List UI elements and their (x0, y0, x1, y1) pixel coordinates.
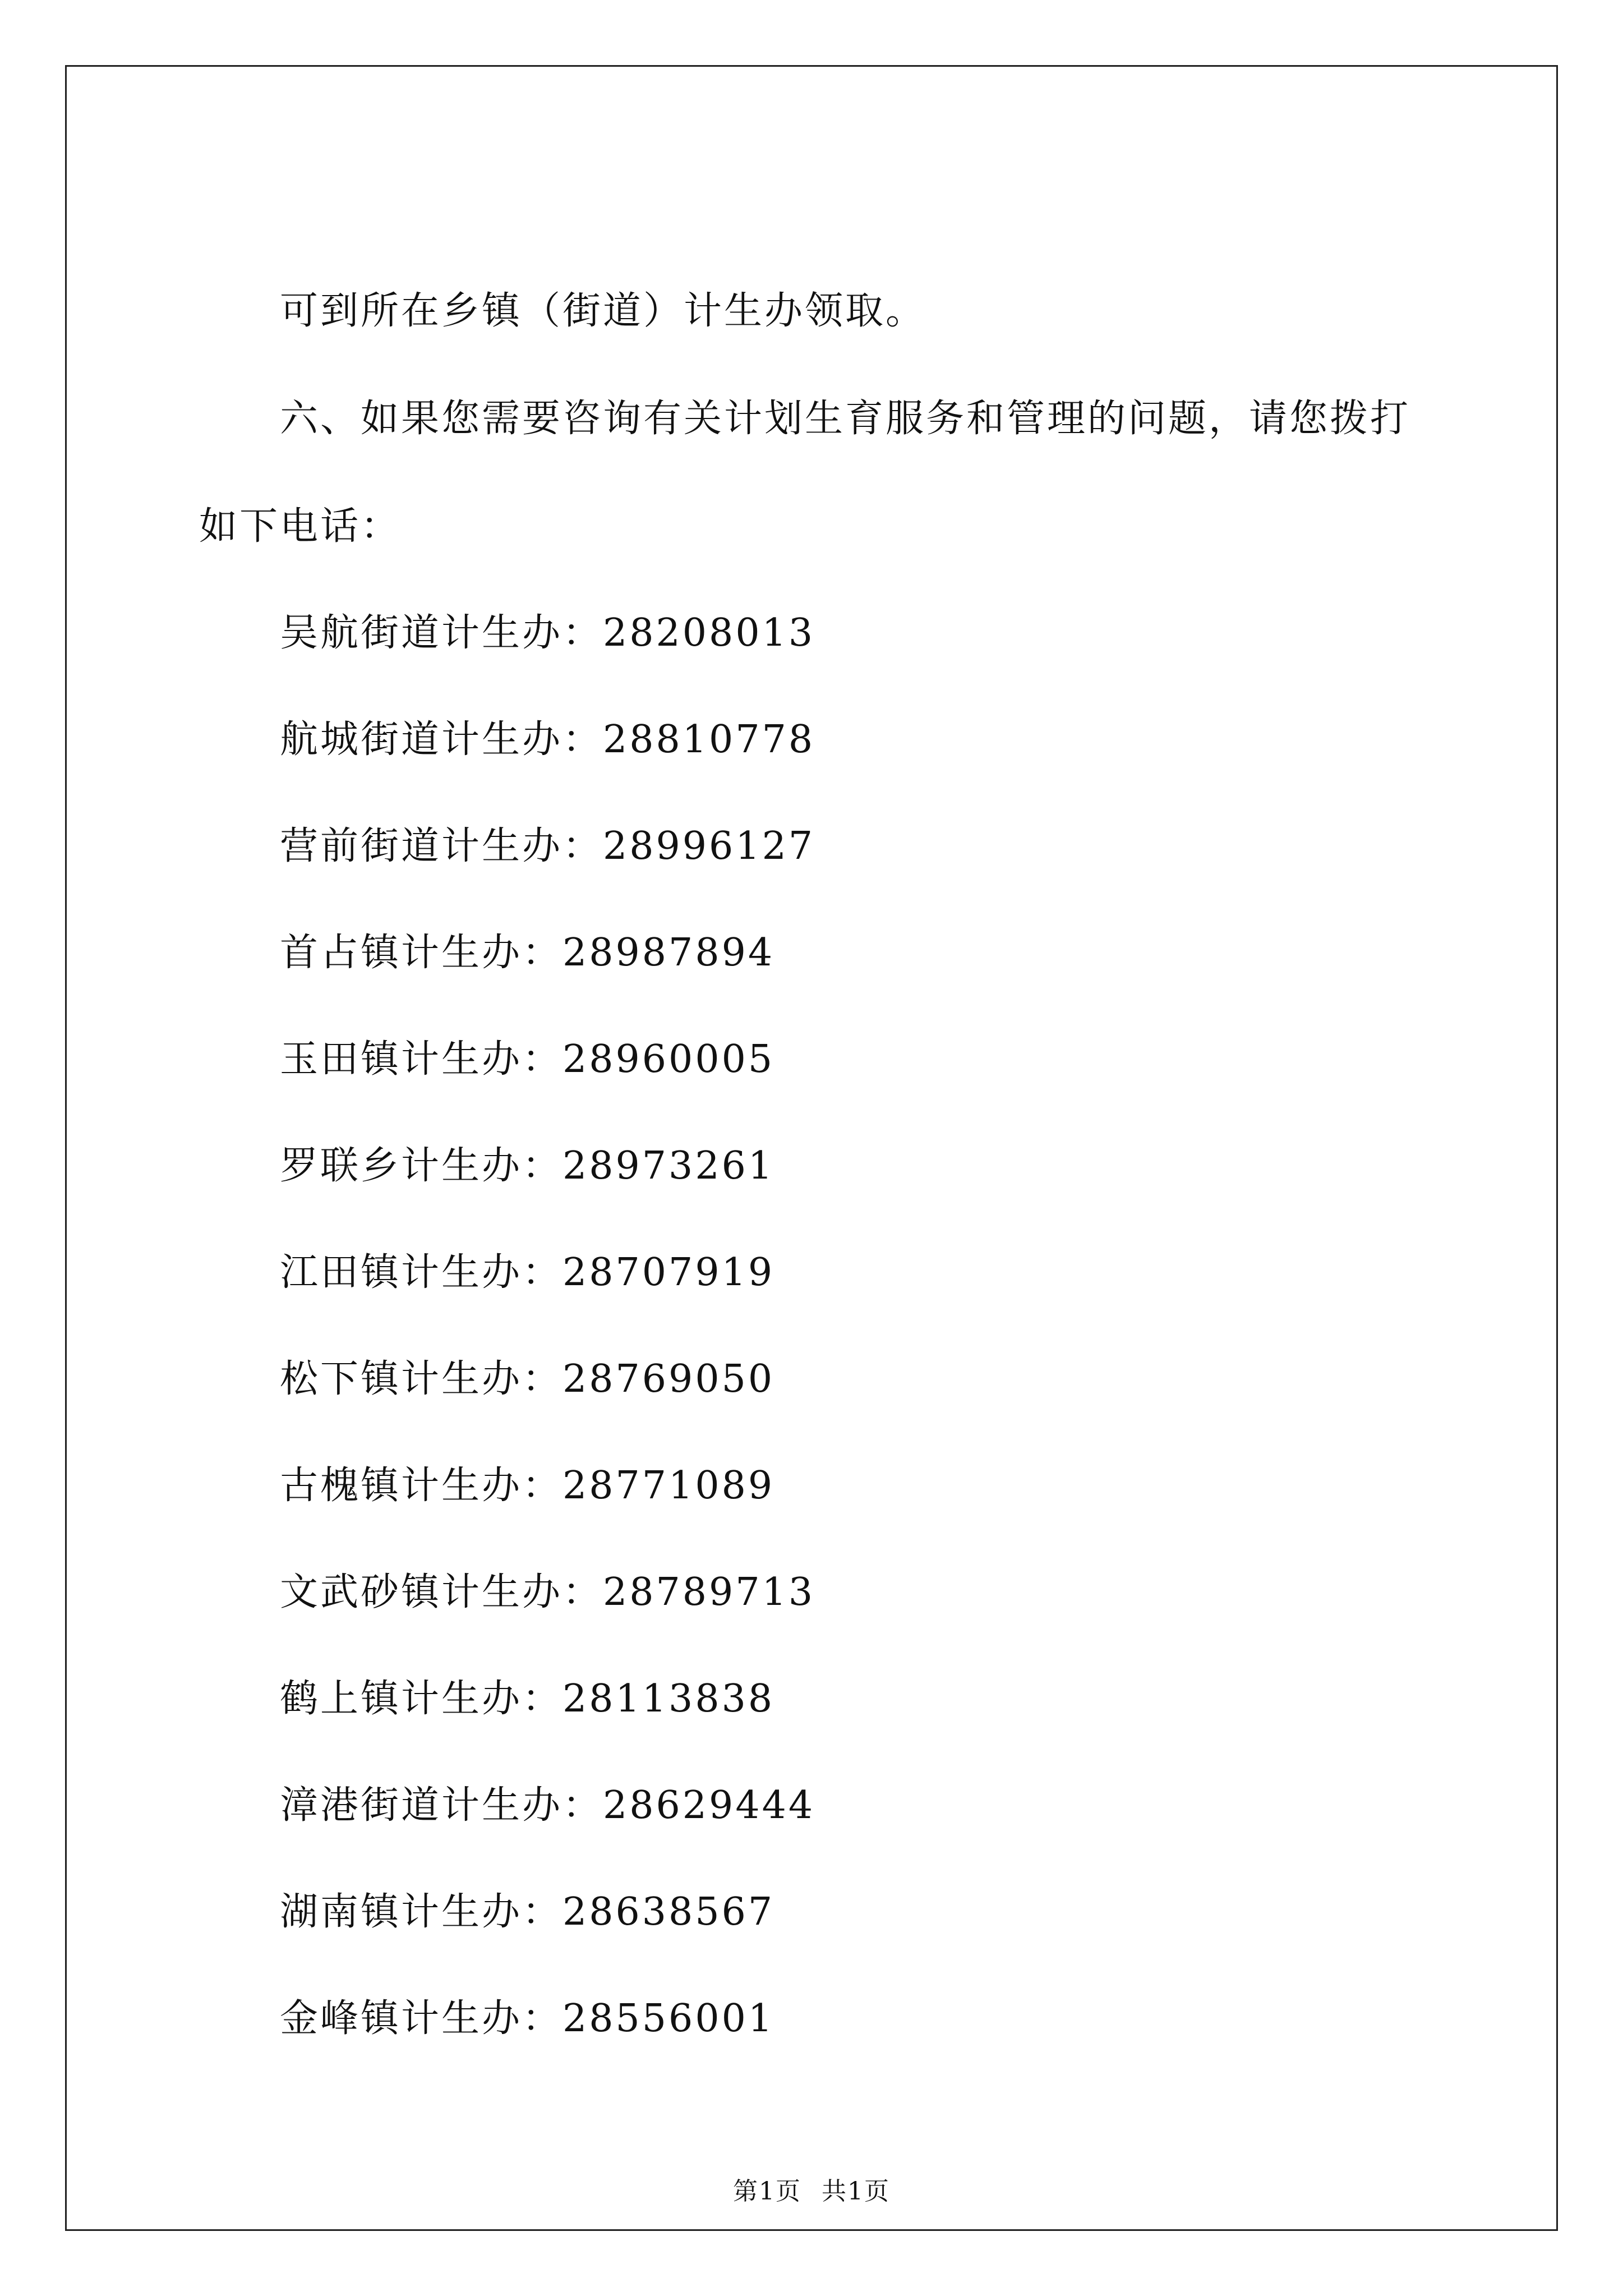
phone-line: 江田镇计生办：28707919 (280, 1250, 775, 1295)
paragraph: 如下电话： (199, 504, 402, 549)
page-number-total: 共1页 (822, 2177, 890, 2206)
phone-line: 湖南镇计生办：28638567 (280, 1890, 775, 1934)
phone-line: 鹤上镇计生办：28113838 (280, 1677, 775, 1721)
page-number-current: 第1页 (733, 2177, 801, 2206)
paragraph: 六、如果您需要咨询有关计划生育服务和管理的问题，请您拨打 (280, 397, 1411, 441)
phone-line: 玉田镇计生办：28960005 (280, 1037, 775, 1082)
phone-line: 营前街道计生办：28996127 (280, 824, 815, 868)
phone-line: 古槐镇计生办：28771089 (280, 1464, 775, 1508)
phone-line: 首占镇计生办：28987894 (280, 931, 775, 975)
document-body (67, 67, 1556, 2229)
phone-line: 文武砂镇计生办：28789713 (280, 1570, 815, 1614)
phone-line: 航城街道计生办：28810778 (280, 717, 815, 762)
phone-line: 罗联乡计生办：28973261 (280, 1144, 775, 1188)
phone-line: 吴航街道计生办：28208013 (280, 611, 815, 655)
phone-line: 松下镇计生办：28769050 (280, 1357, 775, 1401)
page-footer (67, 2176, 1556, 2207)
page-frame (65, 65, 1558, 2231)
paragraph: 可到所在乡镇（街道）计生办领取。 (280, 289, 926, 333)
phone-line: 漳港街道计生办：28629444 (280, 1783, 815, 1828)
phone-line: 金峰镇计生办：28556001 (280, 1996, 775, 2041)
